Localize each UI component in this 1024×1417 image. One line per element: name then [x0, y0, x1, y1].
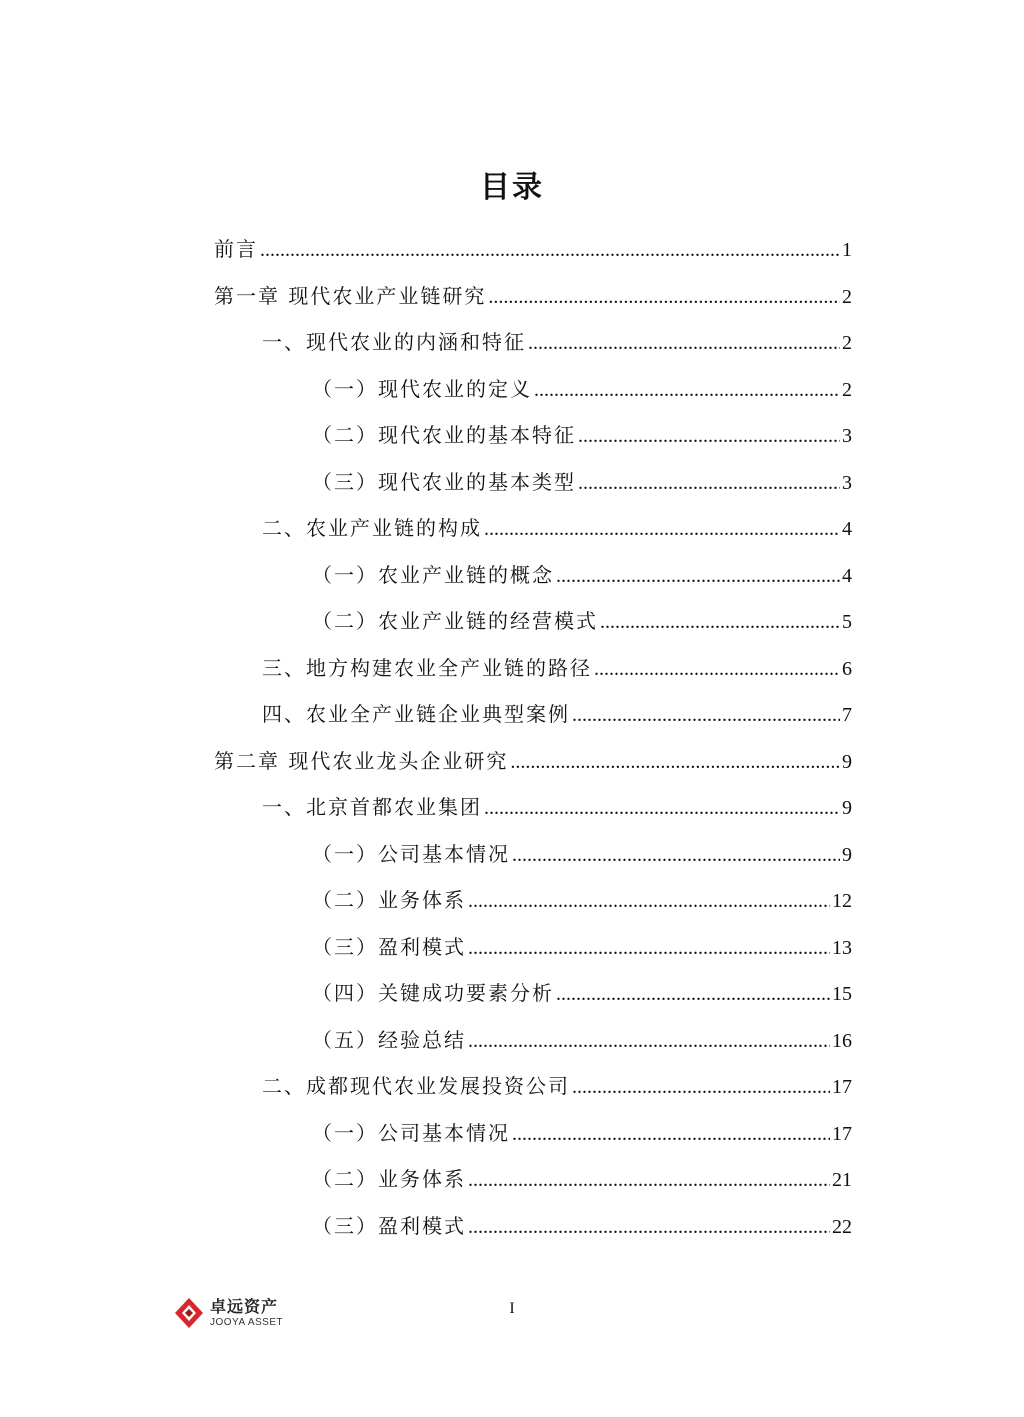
- toc-page-number: 13: [832, 937, 852, 959]
- toc-entry-preface[interactable]: [214, 233, 852, 273]
- toc-entry-subsection[interactable]: [312, 838, 852, 878]
- toc-page-number: 2: [842, 379, 852, 401]
- toc-page-number: 16: [832, 1030, 852, 1052]
- dot-leader: [484, 797, 840, 820]
- toc-entry-subsection[interactable]: [312, 1024, 852, 1064]
- toc-entry-section[interactable]: [262, 326, 852, 366]
- dot-leader: [578, 472, 840, 495]
- dot-leader: [572, 1076, 830, 1099]
- toc-entry-subsection[interactable]: [312, 559, 852, 599]
- logo-name-en: JOOYA ASSET: [210, 1316, 284, 1328]
- toc-page-number: 5: [842, 611, 852, 633]
- toc-page-number: 17: [832, 1123, 852, 1145]
- dot-leader: [468, 937, 830, 960]
- toc-page-number: 9: [842, 844, 852, 866]
- dot-leader: [484, 518, 840, 541]
- toc-entry-subsection[interactable]: [312, 466, 852, 506]
- toc-page-number: 21: [832, 1169, 852, 1191]
- toc-page-number: 9: [842, 751, 852, 773]
- toc-page-number: 4: [842, 518, 852, 540]
- toc-entry-subsection[interactable]: [312, 605, 852, 645]
- dot-leader: [512, 1123, 830, 1146]
- toc-entry-label: （二）业务体系: [312, 888, 466, 912]
- dot-leader: [488, 286, 840, 309]
- toc-entry-label: 四、农业全产业链企业典型案例: [262, 702, 570, 726]
- dot-leader: [594, 658, 840, 681]
- toc-entry-label: （一）现代农业的定义: [312, 377, 532, 401]
- toc-page-number: 22: [832, 1216, 852, 1238]
- toc-page-number: 12: [832, 890, 852, 912]
- toc-entry-label: 第一章 现代农业产业链研究: [214, 284, 487, 308]
- toc-page-number: 3: [842, 425, 852, 447]
- toc-entry-label: （一）公司基本情况: [312, 842, 510, 866]
- toc-entry-subsection[interactable]: [312, 1117, 852, 1157]
- toc-page-number: 2: [842, 286, 852, 308]
- toc-entry-label: （一）公司基本情况: [312, 1121, 510, 1145]
- toc-page-number: 7: [842, 704, 852, 726]
- dot-leader: [510, 751, 840, 774]
- dot-leader: [468, 890, 830, 913]
- toc-entry-section[interactable]: [262, 512, 852, 552]
- toc-entry-label: 一、现代农业的内涵和特征: [262, 330, 526, 354]
- toc-entry-label: （三）现代农业的基本类型: [312, 470, 576, 494]
- toc-entry-subsection[interactable]: [312, 419, 852, 459]
- toc-entry-subsection[interactable]: [312, 373, 852, 413]
- toc-entry-label: 二、农业产业链的构成: [262, 516, 482, 540]
- toc-entry-label: （二）现代农业的基本特征: [312, 423, 576, 447]
- toc-page-number: 2: [842, 332, 852, 354]
- dot-leader: [468, 1169, 830, 1192]
- page-title: 目录: [480, 170, 544, 205]
- toc-entry-label: （三）盈利模式: [312, 1214, 466, 1238]
- toc-entry-label: （二）农业产业链的经营模式: [312, 609, 598, 633]
- dot-leader: [556, 565, 840, 588]
- dot-leader: [572, 704, 840, 727]
- toc-page-number: 3: [842, 472, 852, 494]
- toc-page-number: 6: [842, 658, 852, 680]
- dot-leader: [528, 332, 840, 355]
- toc-entry-label: 二、成都现代农业发展投资公司: [262, 1074, 570, 1098]
- toc-entry-subsection[interactable]: [312, 884, 852, 924]
- toc-page-number: 15: [832, 983, 852, 1005]
- dot-leader: [468, 1216, 830, 1239]
- dot-leader: [600, 611, 840, 634]
- logo-name-cn: 卓远资产: [210, 1296, 279, 1316]
- toc-entry-section[interactable]: [262, 698, 852, 738]
- dot-leader: [556, 983, 830, 1006]
- toc-entry-chapter-1[interactable]: [214, 280, 852, 320]
- dot-leader: [468, 1030, 830, 1053]
- dot-leader: [260, 239, 840, 262]
- toc-page-number: 17: [832, 1076, 852, 1098]
- toc-entry-label: （二）业务体系: [312, 1167, 466, 1191]
- toc-entry-subsection[interactable]: [312, 1163, 852, 1203]
- dot-leader: [512, 844, 840, 867]
- toc-entry-label: （四）关键成功要素分析: [312, 981, 554, 1005]
- toc-entry-label: 三、地方构建农业全产业链的路径: [262, 656, 592, 680]
- toc-entry-section[interactable]: [262, 1070, 852, 1110]
- toc-entry-subsection[interactable]: [312, 977, 852, 1017]
- toc-page-number: 9: [842, 797, 852, 819]
- toc-entry-label: 一、北京首都农业集团: [262, 795, 482, 819]
- dot-leader: [534, 379, 840, 402]
- toc-entry-section[interactable]: [262, 652, 852, 692]
- page-number: I: [509, 1300, 515, 1317]
- toc-entry-label: 第二章 现代农业龙头企业研究: [214, 749, 509, 773]
- toc-entry-label: （五）经验总结: [312, 1028, 466, 1052]
- toc-entry-label: （三）盈利模式: [312, 935, 466, 959]
- dot-leader: [578, 425, 840, 448]
- toc-entry-section[interactable]: [262, 791, 852, 831]
- toc-entry-subsection[interactable]: [312, 931, 852, 971]
- toc-entry-subsection[interactable]: [312, 1210, 852, 1250]
- toc-entry-label: 前言: [214, 237, 258, 261]
- toc-entry-label: （一）农业产业链的概念: [312, 563, 554, 587]
- toc-page-number: 1: [842, 239, 852, 261]
- toc-page-number: 4: [842, 565, 852, 587]
- toc-entry-chapter-2[interactable]: [214, 745, 852, 785]
